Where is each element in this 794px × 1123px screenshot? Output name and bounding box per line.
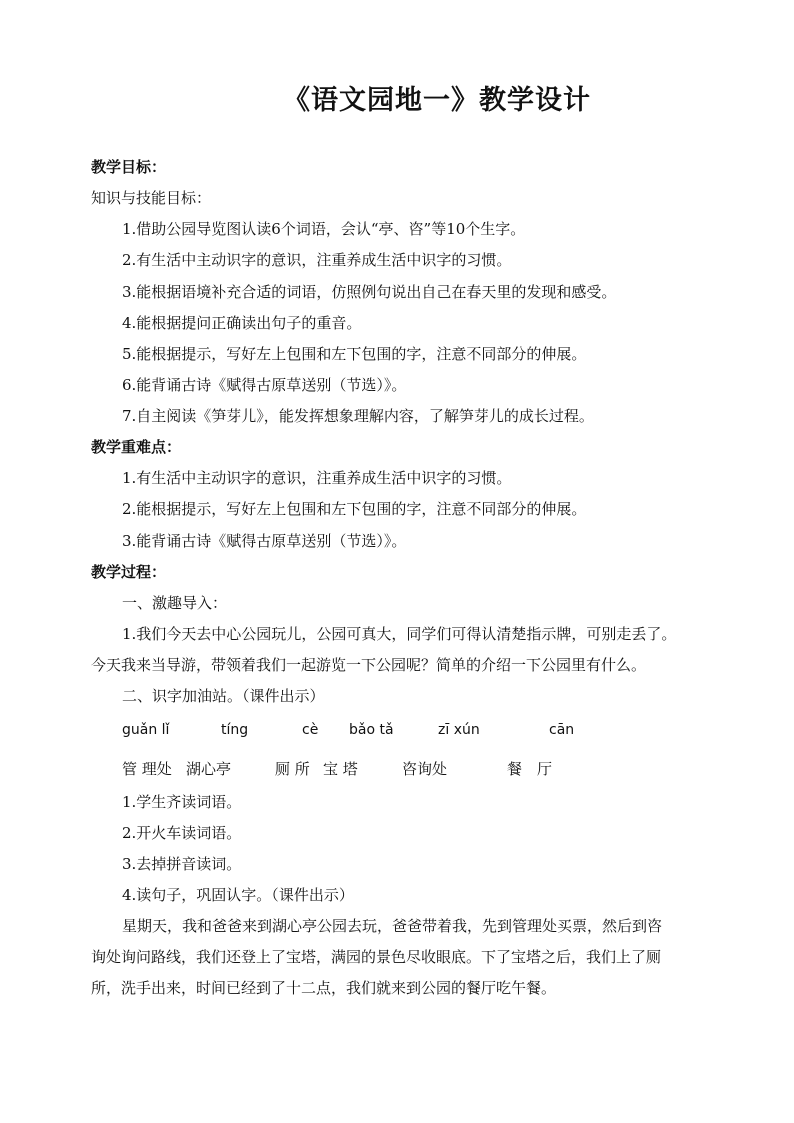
pinyin-label: tíng xyxy=(221,722,249,738)
goals-heading: 教学目标： xyxy=(91,158,167,176)
step-item: 2.开火车读词语。 xyxy=(122,824,242,842)
story-paragraph: 星期天，我和爸爸来到湖心亭公园去玩，爸爸带着我，先到管理处买票，然后到咨 xyxy=(122,917,663,935)
process-heading: 教学过程： xyxy=(91,563,167,581)
document-title: 《语文园地一》教学设计 xyxy=(283,85,591,116)
section-2-heading: 二、识字加油站。（课件出示） xyxy=(122,687,325,705)
goal-item: 5.能根据提示，写好左上包围和左下包围的字，注意不同部分的伸展。 xyxy=(122,345,587,363)
section-1-heading: 一、激趣导入： xyxy=(122,594,228,612)
pinyin-label: bǎo tǎ xyxy=(349,722,394,738)
goals-subheading: 知识与技能目标： xyxy=(91,189,212,207)
section-1-paragraph-cont: 今天我来当导游，带领着我们一起游览一下公园呢？简单的介绍一下公园里有什么。 xyxy=(91,656,647,674)
key-point-item: 3.能背诵古诗《赋得古原草送别（节选）》。 xyxy=(122,532,407,550)
goal-item: 1.借助公园导览图认读6个词语，会认“亭、咨”等10个生字。 xyxy=(122,220,526,238)
pinyin-label: zī xún xyxy=(438,722,480,738)
goal-item: 4.能根据提问正确读出句子的重音。 xyxy=(122,314,362,332)
key-point-item: 1.有生活中主动识字的意识，注重养成生活中识字的习惯。 xyxy=(122,469,512,487)
vocabulary-word: 餐 厅 xyxy=(507,760,553,778)
goal-item: 2.有生活中主动识字的意识，注重养成生活中识字的习惯。 xyxy=(122,251,512,269)
step-item: 3.去掉拼音读词。 xyxy=(122,855,242,873)
vocabulary-word: 厕 所 xyxy=(275,760,310,778)
goal-item: 3.能根据语境补充合适的词语，仿照例句说出自己在春天里的发现和感受。 xyxy=(122,283,617,301)
key-points-heading: 教学重难点： xyxy=(91,438,182,456)
vocabulary-word: 咨询处 xyxy=(402,760,448,778)
section-1-paragraph: 1.我们今天去中心公园玩儿，公园可真大，同学们可得认清楚指示牌，可别走丢了。 xyxy=(122,625,677,643)
goal-item: 6.能背诵古诗《赋得古原草送别（节选）》。 xyxy=(122,376,407,394)
step-item: 4.读句子，巩固认字。（课件出示） xyxy=(122,886,354,904)
story-paragraph-cont: 所，洗手出来，时间已经到了十二点，我们就来到公园的餐厅吃午餐。 xyxy=(91,979,557,997)
pinyin-label: cè xyxy=(302,722,319,738)
pinyin-label: guǎn lǐ xyxy=(122,722,170,738)
pinyin-label: cān xyxy=(549,722,575,738)
story-paragraph-cont: 询处询问路线，我们还登上了宝塔，满园的景色尽收眼底。下了宝塔之后，我们上了厕 xyxy=(91,948,662,966)
goal-item: 7.自主阅读《笋芽儿》，能发挥想象理解内容，了解笋芽儿的成长过程。 xyxy=(122,407,594,425)
vocabulary-word: 宝 塔 xyxy=(323,760,358,778)
vocabulary-word: 湖心亭 xyxy=(186,760,232,778)
vocabulary-word: 管 理处 xyxy=(122,760,172,778)
step-item: 1.学生齐读词语。 xyxy=(122,793,242,811)
key-point-item: 2.能根据提示，写好左上包围和左下包围的字，注意不同部分的伸展。 xyxy=(122,500,587,518)
